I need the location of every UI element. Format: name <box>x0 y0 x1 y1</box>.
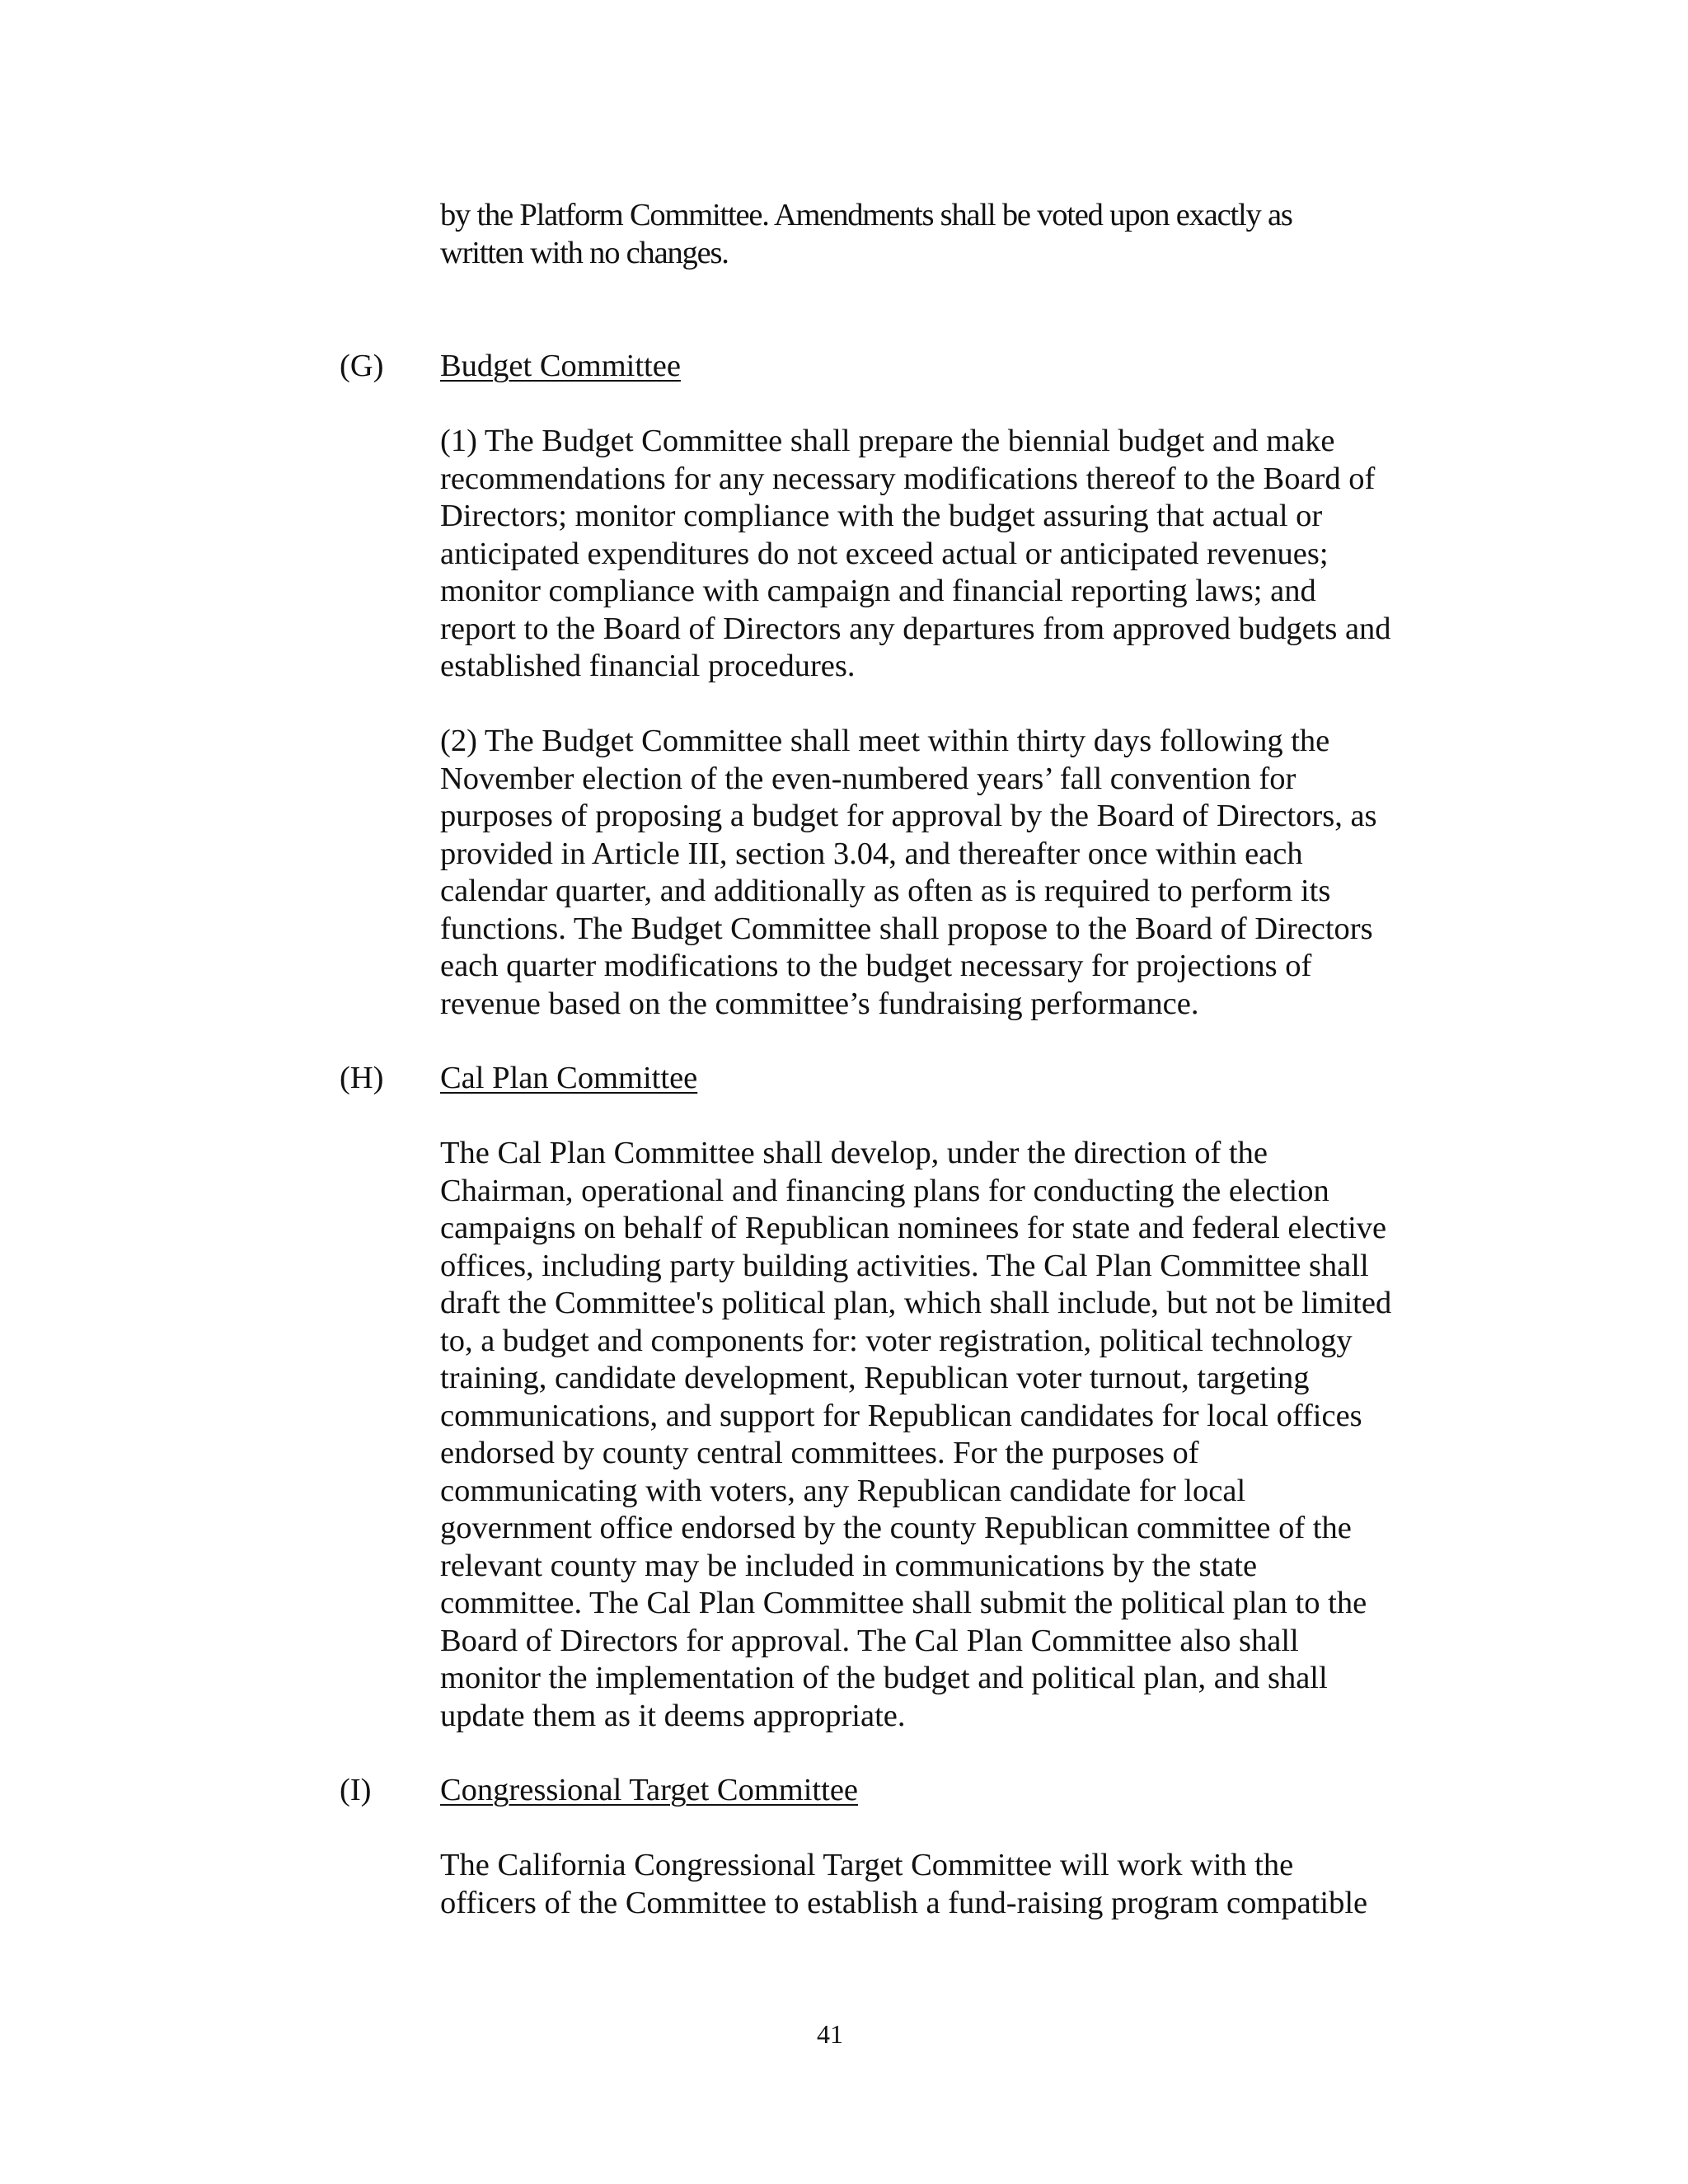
paragraph-line: officers of the Committee to establish a fund-raising program compatible <box>440 1886 1368 1920</box>
paragraph-line: purposes of proposing a budget for approval by the Board of Directors, as <box>440 799 1377 833</box>
intro-line: written with no changes. <box>440 236 729 270</box>
paragraph-line: provided in Article III, section 3.04, and thereafter once within each <box>440 837 1303 871</box>
paragraph-line: (1) The Budget Committee shall prepare the biennial budget and make <box>440 424 1335 458</box>
paragraph-line: draft the Committee's political plan, which shall include, but not be limited <box>440 1286 1392 1320</box>
paragraph-line: (2) The Budget Committee shall meet within thirty days following the <box>440 724 1330 758</box>
paragraph-line: Chairman, operational and financing plans for conducting the election <box>440 1174 1329 1208</box>
section-heading-cal-plan-committee: Cal Plan Committee <box>440 1061 698 1095</box>
paragraph-line: The Cal Plan Committee shall develop, under the direction of the <box>440 1136 1268 1170</box>
section-marker-i: (I) <box>340 1773 372 1807</box>
section-heading-budget-committee: Budget Committee <box>440 349 681 383</box>
page-number: 41 <box>817 2019 843 2049</box>
paragraph-line: update them as it deems appropriate. <box>440 1699 906 1733</box>
paragraph-line: training, candidate development, Republican voter turnout, targeting <box>440 1361 1310 1395</box>
paragraph-line: Board of Directors for approval. The Cal Plan Committee also shall <box>440 1624 1299 1658</box>
paragraph-line: communications, and support for Republican candidates for local offices <box>440 1399 1362 1433</box>
paragraph-line: November election of the even-numbered years’ fall convention for <box>440 762 1296 796</box>
paragraph-line: communicating with voters, any Republican candidate for local <box>440 1474 1246 1508</box>
paragraph-line: recommendations for any necessary modifications thereof to the Board of <box>440 462 1376 496</box>
paragraph-line: monitor compliance with campaign and financial reporting laws; and <box>440 574 1316 608</box>
section-marker-g: (G) <box>340 349 384 383</box>
paragraph-line: endorsed by county central committees. For the purposes of <box>440 1436 1199 1470</box>
intro-line: by the Platform Committee. Amendments shall be voted upon exactly as <box>440 198 1292 232</box>
paragraph-line: campaigns on behalf of Republican nominees for state and federal elective <box>440 1211 1387 1245</box>
section-heading-congressional-target-committee: Congressional Target Committee <box>440 1773 859 1807</box>
paragraph-line: calendar quarter, and additionally as often as is required to perform its <box>440 874 1331 908</box>
paragraph-line: anticipated expenditures do not exceed actual or anticipated revenues; <box>440 537 1329 571</box>
paragraph-line: report to the Board of Directors any departures from approved budgets and <box>440 612 1391 646</box>
paragraph-line: offices, including party building activities. The Cal Plan Committee shall <box>440 1249 1369 1283</box>
paragraph-line: The California Congressional Target Committee will work with the <box>440 1848 1294 1882</box>
section-marker-h: (H) <box>340 1061 384 1095</box>
paragraph-line: to, a budget and components for: voter registration, political technology <box>440 1324 1353 1358</box>
paragraph-line: committee. The Cal Plan Committee shall submit the political plan to the <box>440 1586 1367 1620</box>
paragraph-line: each quarter modifications to the budget necessary for projections of <box>440 949 1312 983</box>
paragraph-line: established financial procedures. <box>440 649 856 683</box>
paragraph-line: government office endorsed by the county Republican committee of the <box>440 1511 1352 1545</box>
paragraph-line: monitor the implementation of the budget and political plan, and shall <box>440 1661 1328 1695</box>
paragraph-line: functions. The Budget Committee shall propose to the Board of Directors <box>440 912 1373 946</box>
paragraph-line: Directors; monitor compliance with the budget assuring that actual or <box>440 499 1323 533</box>
paragraph-line: relevant county may be included in communications by the state <box>440 1549 1258 1583</box>
paragraph-line: revenue based on the committee’s fundraising performance. <box>440 987 1199 1021</box>
